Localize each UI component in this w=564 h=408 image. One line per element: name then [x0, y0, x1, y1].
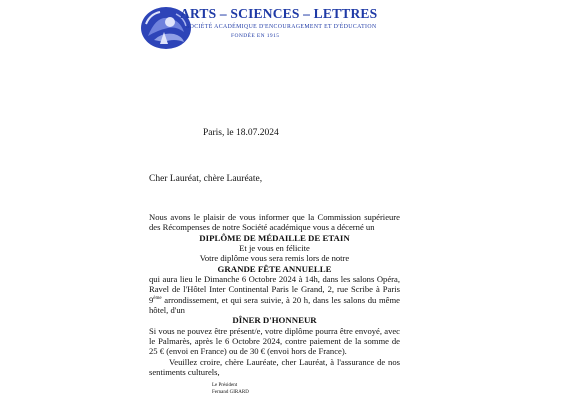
award-title: DIPLÔME DE MÉDAILLE DE ETAIN	[199, 232, 350, 243]
letter-greeting: Cher Lauréat, chère Lauréate,	[149, 174, 263, 184]
delivery-line: Votre diplôme vous sera remis lors de notre	[199, 253, 350, 264]
organization-subtitle: SOCIÉTÉ ACADÉMIQUE D'ENCOURAGEMENT ET D'ÉDUCATION	[186, 24, 377, 30]
signature-block	[212, 383, 249, 396]
letter-body	[149, 212, 400, 378]
signature-name: Fernand GIRARD	[212, 389, 249, 395]
paragraph-shipping: Si vous ne pouvez être présent/e, votre diplôme pourra être envoyé, avec le Palmarès, après le 6 Octobre 2024, contre paiement de la somme de 25 € (envoi en France) ou de 30 € (envoi hors de France).	[149, 325, 400, 357]
event-title: GRANDE FÊTE ANNUELLE	[217, 263, 332, 274]
signature-title: Le Président	[212, 383, 238, 388]
closing-paragraph: Veuillez croire, chère Lauréate, cher Lauréat, à l'assurance de nos sentiments culturels,	[149, 356, 400, 378]
organization-title: ARTS – SCIENCES – LETTRES	[180, 6, 378, 21]
paragraph-commission: Nous avons le plaisir de vous informer que la Commission supérieure des Récompenses de notre Société académique vous a décerné un	[149, 212, 400, 233]
letter-date: Paris, le 18.07.2024	[203, 128, 279, 138]
paragraph-event-details: qui aura lieu le Dimanche 6 Octobre 2024 à 14h, dans les salons Opéra, Ravel de l'Hôtel Inter Continental Paris le Grand, 2, rue Scribe à Paris 9ème arrondissement, et qui sera suivie, à 20 h, dans les salons du même hôtel, d'un	[149, 274, 400, 316]
congratulations-line: Et je vous en félicite	[239, 243, 310, 254]
dinner-title: DÎNER D'HONNEUR	[232, 315, 317, 326]
organization-founded: FONDÉE EN 1915	[231, 33, 280, 39]
